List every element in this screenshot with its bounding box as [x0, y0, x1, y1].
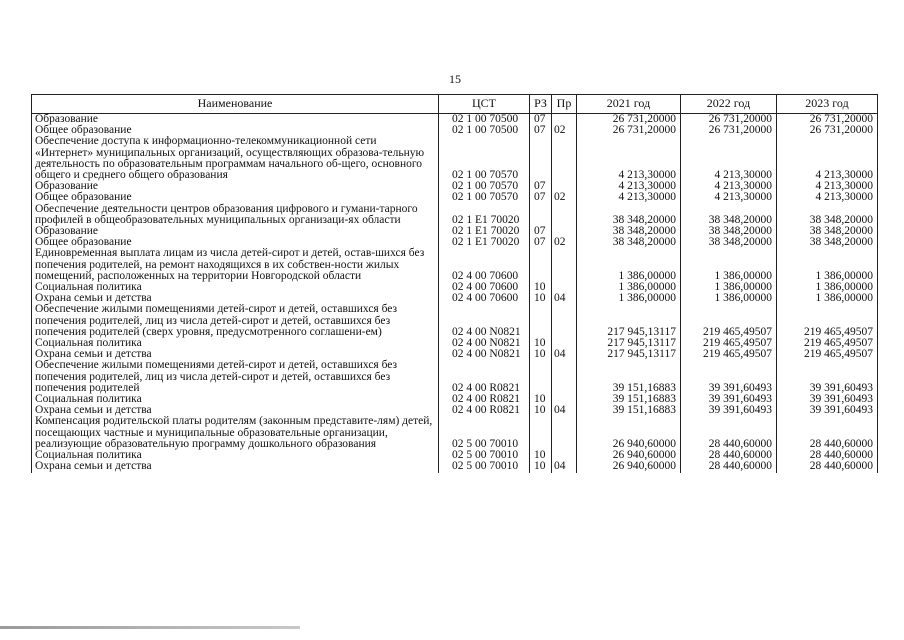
- cell-rz: 07: [530, 192, 552, 203]
- header-cst: ЦСТ: [439, 95, 530, 114]
- table-row: [32, 136, 878, 181]
- cell-cst: 02 1 E1 70020: [439, 237, 530, 248]
- cell-pr: 02: [552, 237, 577, 248]
- budget-table: [31, 94, 878, 473]
- cell-y2021: 217 945,13117: [577, 349, 681, 360]
- cell-pr: 04: [552, 461, 577, 472]
- cell-cst: 02 4 00 70600: [439, 282, 530, 293]
- cell-pr: [552, 360, 577, 394]
- cell-y2021: 39 151,16883: [577, 394, 681, 405]
- cell-cst: 02 1 00 70500: [439, 125, 530, 136]
- cell-y2023: 26 731,20000: [777, 125, 878, 136]
- cell-y2021: 26 731,20000: [577, 125, 681, 136]
- cell-cst: 02 4 00 N0821: [439, 304, 530, 338]
- header-name: Наименование: [32, 95, 439, 114]
- cell-cst: 02 1 00 70570: [439, 181, 530, 192]
- cell-y2023: 38 348,20000: [777, 226, 878, 237]
- cell-y2021: 26 940,60000: [577, 450, 681, 461]
- cell-y2021: 4 213,30000: [577, 192, 681, 203]
- cell-cst: 02 1 00 70570: [439, 192, 530, 203]
- cell-name: Образование: [32, 226, 439, 237]
- cell-y2023: 28 440,60000: [777, 450, 878, 461]
- cell-cst: 02 4 00 70600: [439, 248, 530, 282]
- cell-rz: 10: [530, 338, 552, 349]
- cell-name: Социальная политика: [32, 338, 439, 349]
- cell-name: Обеспечение деятельности центров образования цифрового и гумани-тарного профилей в общеобразовательных муниципальных организаци-ях области: [32, 204, 439, 226]
- cell-y2022: 219 465,49507: [681, 338, 777, 349]
- cell-y2023: 38 348,20000: [777, 204, 878, 226]
- cell-rz: 10: [530, 461, 552, 472]
- cell-y2022: 39 391,60493: [681, 394, 777, 405]
- cell-rz: 10: [530, 282, 552, 293]
- cell-cst: 02 4 00 N0821: [439, 338, 530, 349]
- cell-y2022: 38 348,20000: [681, 204, 777, 226]
- cell-y2021: 1 386,00000: [577, 293, 681, 304]
- cell-rz: [530, 304, 552, 338]
- table-header-row: [32, 95, 878, 114]
- cell-y2022: 28 440,60000: [681, 416, 777, 450]
- cell-y2021: 4 213,30000: [577, 136, 681, 181]
- cell-pr: [552, 136, 577, 181]
- cell-pr: 04: [552, 293, 577, 304]
- cell-name: Образование: [32, 181, 439, 192]
- cell-rz: [530, 136, 552, 181]
- cell-y2022: 39 391,60493: [681, 405, 777, 416]
- table-row: [32, 192, 878, 203]
- header-2021: 2021 год: [577, 95, 681, 114]
- cell-name: Единовременная выплата лицам из числа детей-сирот и детей, остав-шихся без попечения родителей, на ремонт находящихся в их собствен-ности жилых помещений, расположенных на территории Новгородской области: [32, 248, 439, 282]
- cell-name: Компенсация родительской платы родителям (законным представите-лям) детей, посещающих частные и муниципальные образовательные организации, реализующие образовательную программу дошкольного образования: [32, 416, 439, 450]
- cell-cst: 02 4 00 R0821: [439, 405, 530, 416]
- cell-name: Общее образование: [32, 192, 439, 203]
- cell-rz: 07: [530, 125, 552, 136]
- cell-y2022: 219 465,49507: [681, 304, 777, 338]
- cell-rz: 07: [530, 114, 552, 126]
- cell-y2022: 26 731,20000: [681, 125, 777, 136]
- cell-y2022: 219 465,49507: [681, 349, 777, 360]
- scan-edge-line: [0, 626, 300, 629]
- cell-y2023: 38 348,20000: [777, 237, 878, 248]
- cell-y2021: 38 348,20000: [577, 204, 681, 226]
- cell-rz: [530, 416, 552, 450]
- cell-y2023: 28 440,60000: [777, 461, 878, 472]
- cell-pr: 02: [552, 192, 577, 203]
- cell-y2022: 28 440,60000: [681, 461, 777, 472]
- cell-rz: 07: [530, 226, 552, 237]
- cell-y2022: 1 386,00000: [681, 282, 777, 293]
- table-row: [32, 304, 878, 338]
- cell-cst: 02 4 00 70600: [439, 293, 530, 304]
- cell-y2023: 39 391,60493: [777, 360, 878, 394]
- cell-rz: 10: [530, 293, 552, 304]
- cell-y2022: 1 386,00000: [681, 248, 777, 282]
- cell-rz: 10: [530, 394, 552, 405]
- cell-y2023: 219 465,49507: [777, 338, 878, 349]
- cell-name: Обеспечение жилыми помещениями детей-сирот и детей, оставшихся без попечения родителей, лиц из числа детей-сирот и детей, оставшихся без попечения родителей: [32, 360, 439, 394]
- cell-y2023: 219 465,49507: [777, 349, 878, 360]
- header-pr: Пр: [552, 95, 577, 114]
- table-row: [32, 461, 878, 472]
- page-number: 15: [449, 72, 461, 86]
- cell-name: Охрана семьи и детства: [32, 349, 439, 360]
- cell-y2023: 39 391,60493: [777, 394, 878, 405]
- cell-cst: 02 5 00 70010: [439, 450, 530, 461]
- cell-y2021: 26 940,60000: [577, 416, 681, 450]
- cell-pr: [552, 248, 577, 282]
- cell-name: Социальная политика: [32, 394, 439, 405]
- table-row: [32, 416, 878, 450]
- cell-y2021: 217 945,13117: [577, 304, 681, 338]
- cell-rz: 07: [530, 181, 552, 192]
- table-row: [32, 360, 878, 394]
- cell-y2022: 28 440,60000: [681, 450, 777, 461]
- cell-name: Образование: [32, 114, 439, 126]
- cell-name: Охрана семьи и детства: [32, 293, 439, 304]
- table-row: [32, 204, 878, 226]
- cell-rz: 10: [530, 405, 552, 416]
- cell-y2023: 4 213,30000: [777, 136, 878, 181]
- cell-y2023: 1 386,00000: [777, 248, 878, 282]
- cell-y2021: 26 731,20000: [577, 114, 681, 126]
- cell-y2022: 4 213,30000: [681, 136, 777, 181]
- cell-y2022: 38 348,20000: [681, 237, 777, 248]
- cell-pr: [552, 416, 577, 450]
- cell-y2022: 1 386,00000: [681, 293, 777, 304]
- cell-y2023: 26 731,20000: [777, 114, 878, 126]
- cell-cst: 02 5 00 70010: [439, 461, 530, 472]
- cell-name: Социальная политика: [32, 282, 439, 293]
- cell-cst: 02 4 00 R0821: [439, 360, 530, 394]
- cell-name: Обеспечение доступа к информационно-телекоммуникационной сети «Интернет» муниципальных организаций, осуществляющих образова-тельную деятельность по образовательным программам начального об-щего, основного общего и среднего общего образования: [32, 136, 439, 181]
- cell-cst: 02 1 00 70500: [439, 114, 530, 126]
- cell-rz: 07: [530, 237, 552, 248]
- cell-name: Общее образование: [32, 237, 439, 248]
- cell-y2021: 39 151,16883: [577, 360, 681, 394]
- cell-y2023: 219 465,49507: [777, 304, 878, 338]
- cell-rz: [530, 360, 552, 394]
- header-2022: 2022 год: [681, 95, 777, 114]
- cell-cst: 02 4 00 N0821: [439, 349, 530, 360]
- cell-pr: 04: [552, 349, 577, 360]
- cell-y2021: 4 213,30000: [577, 181, 681, 192]
- cell-y2021: 217 945,13117: [577, 338, 681, 349]
- cell-y2021: 26 940,60000: [577, 461, 681, 472]
- cell-pr: [552, 304, 577, 338]
- cell-cst: 02 1 E1 70020: [439, 226, 530, 237]
- cell-rz: 10: [530, 349, 552, 360]
- cell-pr: 04: [552, 405, 577, 416]
- cell-pr: 02: [552, 125, 577, 136]
- cell-y2021: 38 348,20000: [577, 237, 681, 248]
- cell-y2023: 4 213,30000: [777, 181, 878, 192]
- table-body: [32, 114, 878, 473]
- cell-y2022: 39 391,60493: [681, 360, 777, 394]
- cell-y2022: 4 213,30000: [681, 192, 777, 203]
- cell-y2023: 4 213,30000: [777, 192, 878, 203]
- cell-y2023: 28 440,60000: [777, 416, 878, 450]
- cell-cst: 02 5 00 70010: [439, 416, 530, 450]
- cell-y2021: 1 386,00000: [577, 248, 681, 282]
- cell-y2022: 4 213,30000: [681, 181, 777, 192]
- header-2023: 2023 год: [777, 95, 878, 114]
- cell-y2023: 1 386,00000: [777, 282, 878, 293]
- cell-name: Обеспечение жилыми помещениями детей-сирот и детей, оставшихся без попечения родителей, лиц из числа детей-сирот и детей, оставшихся без попечения родителей (сверх уровня, предусмотренного соглашени-ем): [32, 304, 439, 338]
- cell-rz: [530, 248, 552, 282]
- cell-rz: [530, 204, 552, 226]
- cell-name: Охрана семьи и детства: [32, 405, 439, 416]
- cell-y2022: 38 348,20000: [681, 226, 777, 237]
- cell-rz: 10: [530, 450, 552, 461]
- cell-y2021: 1 386,00000: [577, 282, 681, 293]
- header-rz: РЗ: [530, 95, 552, 114]
- cell-cst: 02 4 00 R0821: [439, 394, 530, 405]
- cell-y2023: 39 391,60493: [777, 405, 878, 416]
- cell-y2021: 38 348,20000: [577, 226, 681, 237]
- cell-y2023: 1 386,00000: [777, 293, 878, 304]
- cell-y2021: 39 151,16883: [577, 405, 681, 416]
- cell-cst: 02 1 00 70570: [439, 136, 530, 181]
- cell-pr: [552, 204, 577, 226]
- cell-y2022: 26 731,20000: [681, 114, 777, 126]
- cell-name: Охрана семьи и детства: [32, 461, 439, 472]
- cell-name: Социальная политика: [32, 450, 439, 461]
- cell-cst: 02 1 E1 70020: [439, 204, 530, 226]
- cell-name: Общее образование: [32, 125, 439, 136]
- table-row: [32, 248, 878, 282]
